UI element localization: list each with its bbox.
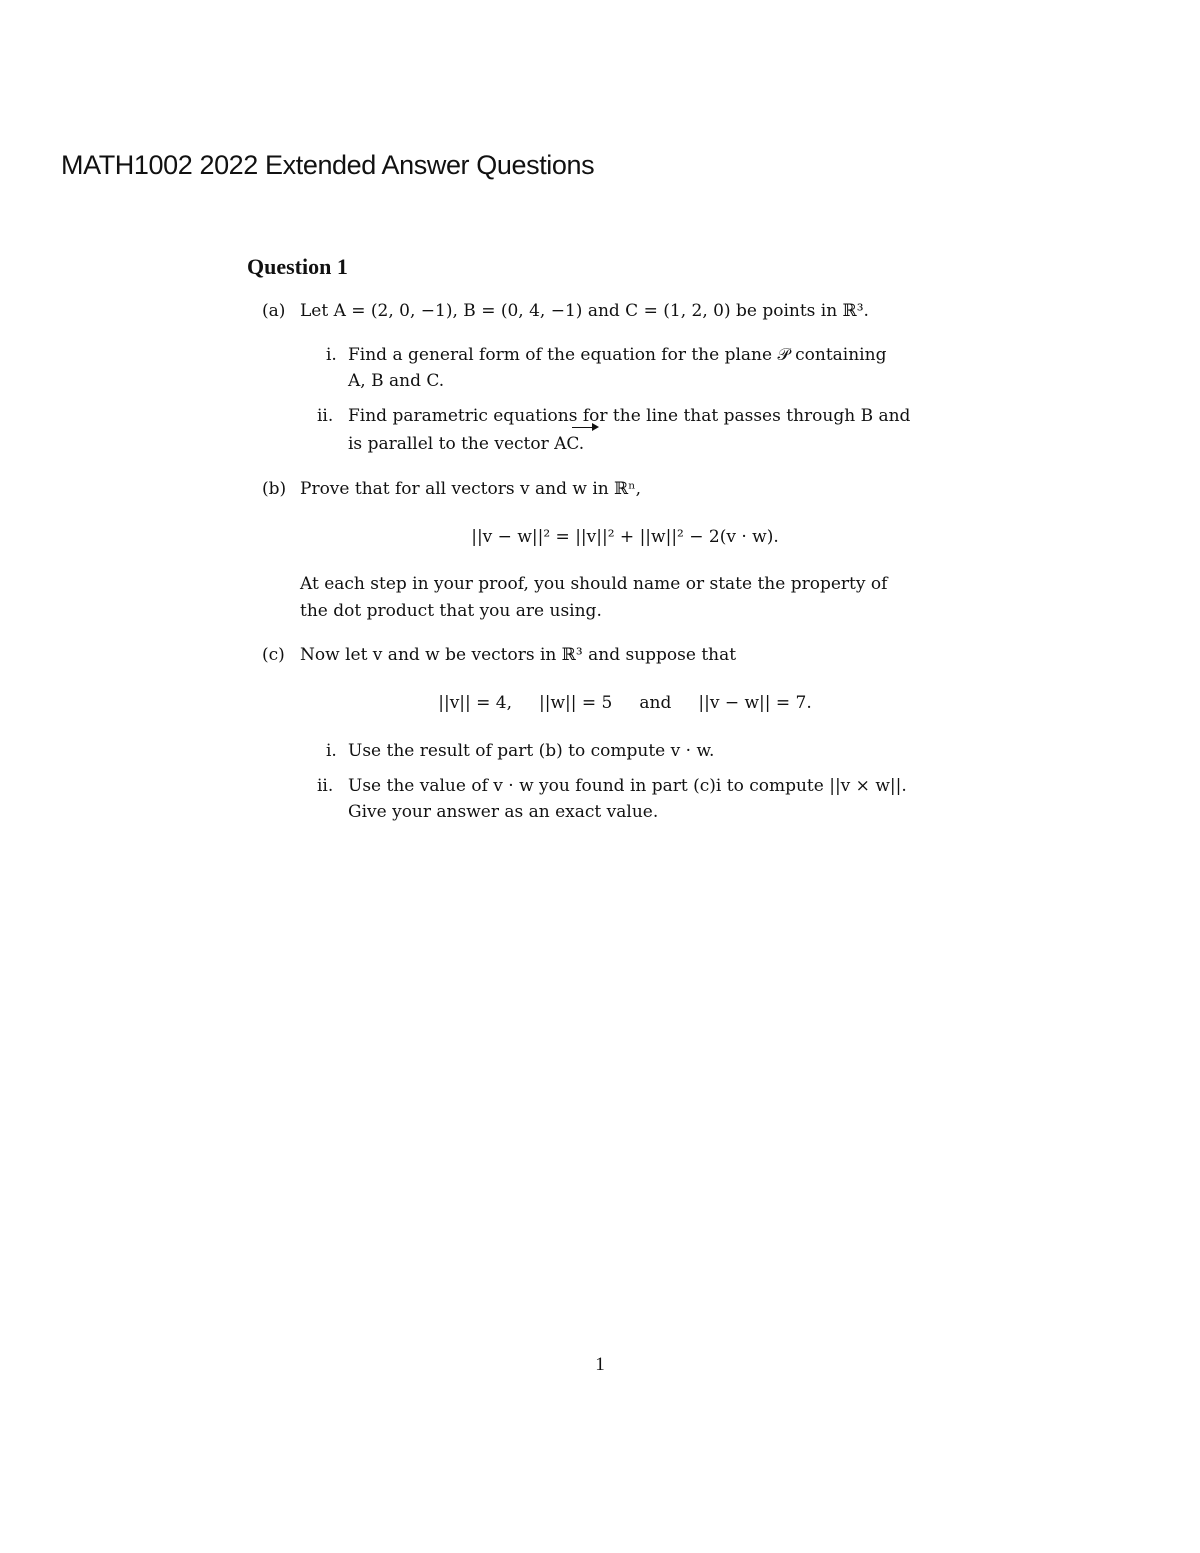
part-b-equation: ||v − w||² = ||v||² + ||w||² − 2(v · w). [471, 527, 779, 547]
part-c-ii-label: ii. [317, 776, 334, 796]
part-c-i-label: i. [326, 741, 337, 761]
part-a-ii-line2: is parallel to the vector AC. [348, 434, 585, 454]
part-c-given: ||v|| = 4, ||w|| = 5 and ||v − w|| = 7. [438, 693, 812, 713]
part-a-ii-line1: Find parametric equations for the line that passes through B and [348, 406, 911, 426]
part-a-i-label: i. [326, 345, 337, 365]
part-c-label: (c) [262, 645, 285, 665]
part-b-note-line2: the dot product that you are using. [300, 601, 602, 621]
part-b-intro: Prove that for all vectors v and w in ℝⁿ, [300, 479, 642, 499]
vector-arrowhead-icon [592, 423, 599, 431]
part-a-intro: Let A = (2, 0, −1), B = (0, 4, −1) and C = (1, 2, 0) be points in ℝ³. [300, 301, 869, 321]
question-heading: Question 1 [247, 254, 348, 279]
part-b-label: (b) [262, 479, 287, 499]
part-a-ii-label: ii. [317, 406, 334, 426]
part-a-i-line2: A, B and C. [348, 371, 445, 391]
part-c-intro: Now let v and w be vectors in ℝ³ and suppose that [300, 645, 737, 665]
part-a-label: (a) [262, 301, 286, 321]
part-c-i-line1: Use the result of part (b) to compute v · w. [348, 741, 715, 761]
part-c-ii-line2: Give your answer as an exact value. [348, 802, 659, 822]
page-title: MATH1002 2022 Extended Answer Questions [61, 150, 595, 180]
part-c-ii-line1: Use the value of v · w you found in part (c)i to compute ||v × w||. [348, 776, 907, 796]
page-number: 1 [595, 1354, 605, 1375]
vector-arrow-icon [572, 427, 594, 428]
part-a-i-line1: Find a general form of the equation for the plane 𝒫 containing [348, 345, 887, 365]
part-b-note-line1: At each step in your proof, you should name or state the property of [300, 574, 888, 594]
